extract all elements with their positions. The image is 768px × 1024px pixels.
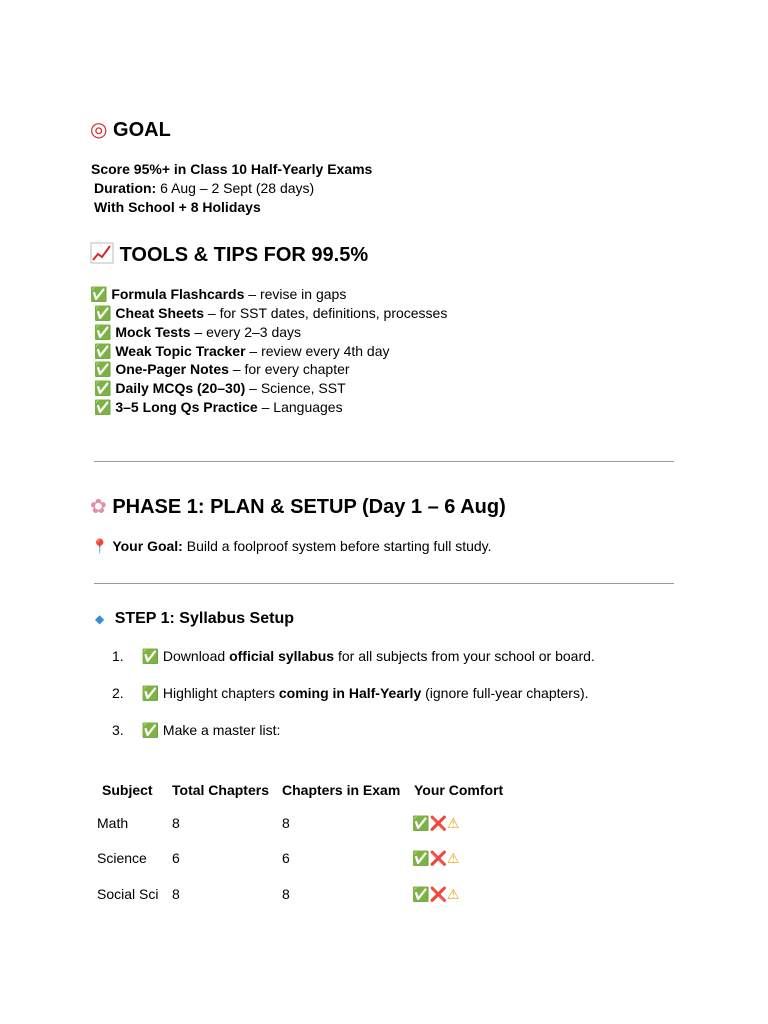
- table-cell-subject: Science: [97, 850, 147, 866]
- check-icon: ✅: [94, 306, 112, 322]
- tools-heading: TOOLS & TIPS FOR 99.5%: [90, 242, 368, 267]
- table-cell-subject: Social Sci: [97, 886, 159, 902]
- check-icon: ✅: [94, 325, 112, 341]
- check-icon: ✅: [141, 649, 160, 665]
- check-icon: ✅: [90, 287, 108, 303]
- table-cell-total: 8: [172, 815, 180, 831]
- goal-duration: Duration: 6 Aug – 2 Sept (28 days): [94, 180, 315, 196]
- warning-icon: ⚠: [446, 816, 460, 832]
- target-icon: ◎: [90, 117, 108, 141]
- check-icon: ✅: [412, 816, 430, 832]
- list-item: ✅ Cheat Sheets – for SST dates, definitions, processes: [94, 305, 448, 322]
- check-icon: ✅: [94, 400, 112, 416]
- list-item: ✅ Mock Tests – every 2–3 days: [94, 324, 302, 341]
- table-cell-comfort: [412, 886, 459, 903]
- check-icon: ✅: [141, 723, 160, 739]
- warning-icon: ⚠: [446, 851, 460, 867]
- check-icon: ✅: [94, 344, 112, 360]
- goal-school: With School + 8 Holidays: [94, 199, 261, 215]
- phase1-heading: ✿ PHASE 1: PLAN & SETUP (Day 1 – 6 Aug): [90, 494, 506, 518]
- check-icon: ✅: [412, 887, 430, 903]
- table-header-subject: Subject: [102, 782, 153, 798]
- cross-icon: ❌: [429, 851, 447, 867]
- list-item: ✅ Formula Flashcards – revise in gaps: [90, 286, 347, 303]
- list-item: ✅ 3–5 Long Qs Practice – Languages: [94, 399, 343, 416]
- list-item: ✅ One-Pager Notes – for every chapter: [94, 361, 350, 378]
- goal-score: Score 95%+ in Class 10 Half-Yearly Exams: [91, 161, 373, 177]
- check-icon: ✅: [141, 686, 160, 702]
- list-item: ✅ Daily MCQs (20–30) – Science, SST: [94, 380, 346, 397]
- list-item: 2. ✅ Highlight chapters coming in Half-Yearly (ignore full-year chapters).: [112, 685, 589, 702]
- table-cell-total: 6: [172, 850, 180, 866]
- cross-icon: ❌: [429, 816, 447, 832]
- check-icon: ✅: [412, 851, 430, 867]
- table-header-comfort: Your Comfort: [414, 782, 504, 798]
- blue-diamond-icon: ◆: [95, 612, 105, 626]
- cross-icon: ❌: [429, 887, 447, 903]
- goal-heading: ◎ GOAL: [90, 117, 171, 141]
- warning-icon: ⚠: [446, 887, 460, 903]
- chart-increasing-icon: [90, 242, 114, 266]
- check-icon: ✅: [94, 381, 112, 397]
- table-cell-comfort: [412, 815, 459, 832]
- pin-icon: 📍: [91, 539, 109, 555]
- phase1-goal: 📍 Your Goal: Build a foolproof system before starting full study.: [91, 538, 492, 555]
- table-cell-comfort: [412, 850, 459, 867]
- table-cell-total: 8: [172, 886, 180, 902]
- step1-heading: ◆ STEP 1: Syllabus Setup: [95, 610, 294, 627]
- brain-icon: ✿: [90, 494, 107, 518]
- list-item: ✅ Weak Topic Tracker – review every 4th day: [94, 343, 390, 360]
- table-cell-exam: 8: [282, 886, 290, 902]
- check-icon: ✅: [94, 362, 112, 378]
- divider: [94, 583, 674, 584]
- table-cell-exam: 8: [282, 815, 290, 831]
- list-item: 1. ✅ Download official syllabus for all subjects from your school or board.: [112, 648, 595, 665]
- table-cell-subject: Math: [97, 815, 129, 831]
- table-header-total: Total Chapters: [172, 782, 269, 798]
- list-item: 3. ✅ Make a master list:: [112, 722, 281, 739]
- table-cell-exam: 6: [282, 850, 290, 866]
- divider: [94, 461, 674, 462]
- table-header-exam: Chapters in Exam: [282, 782, 401, 798]
